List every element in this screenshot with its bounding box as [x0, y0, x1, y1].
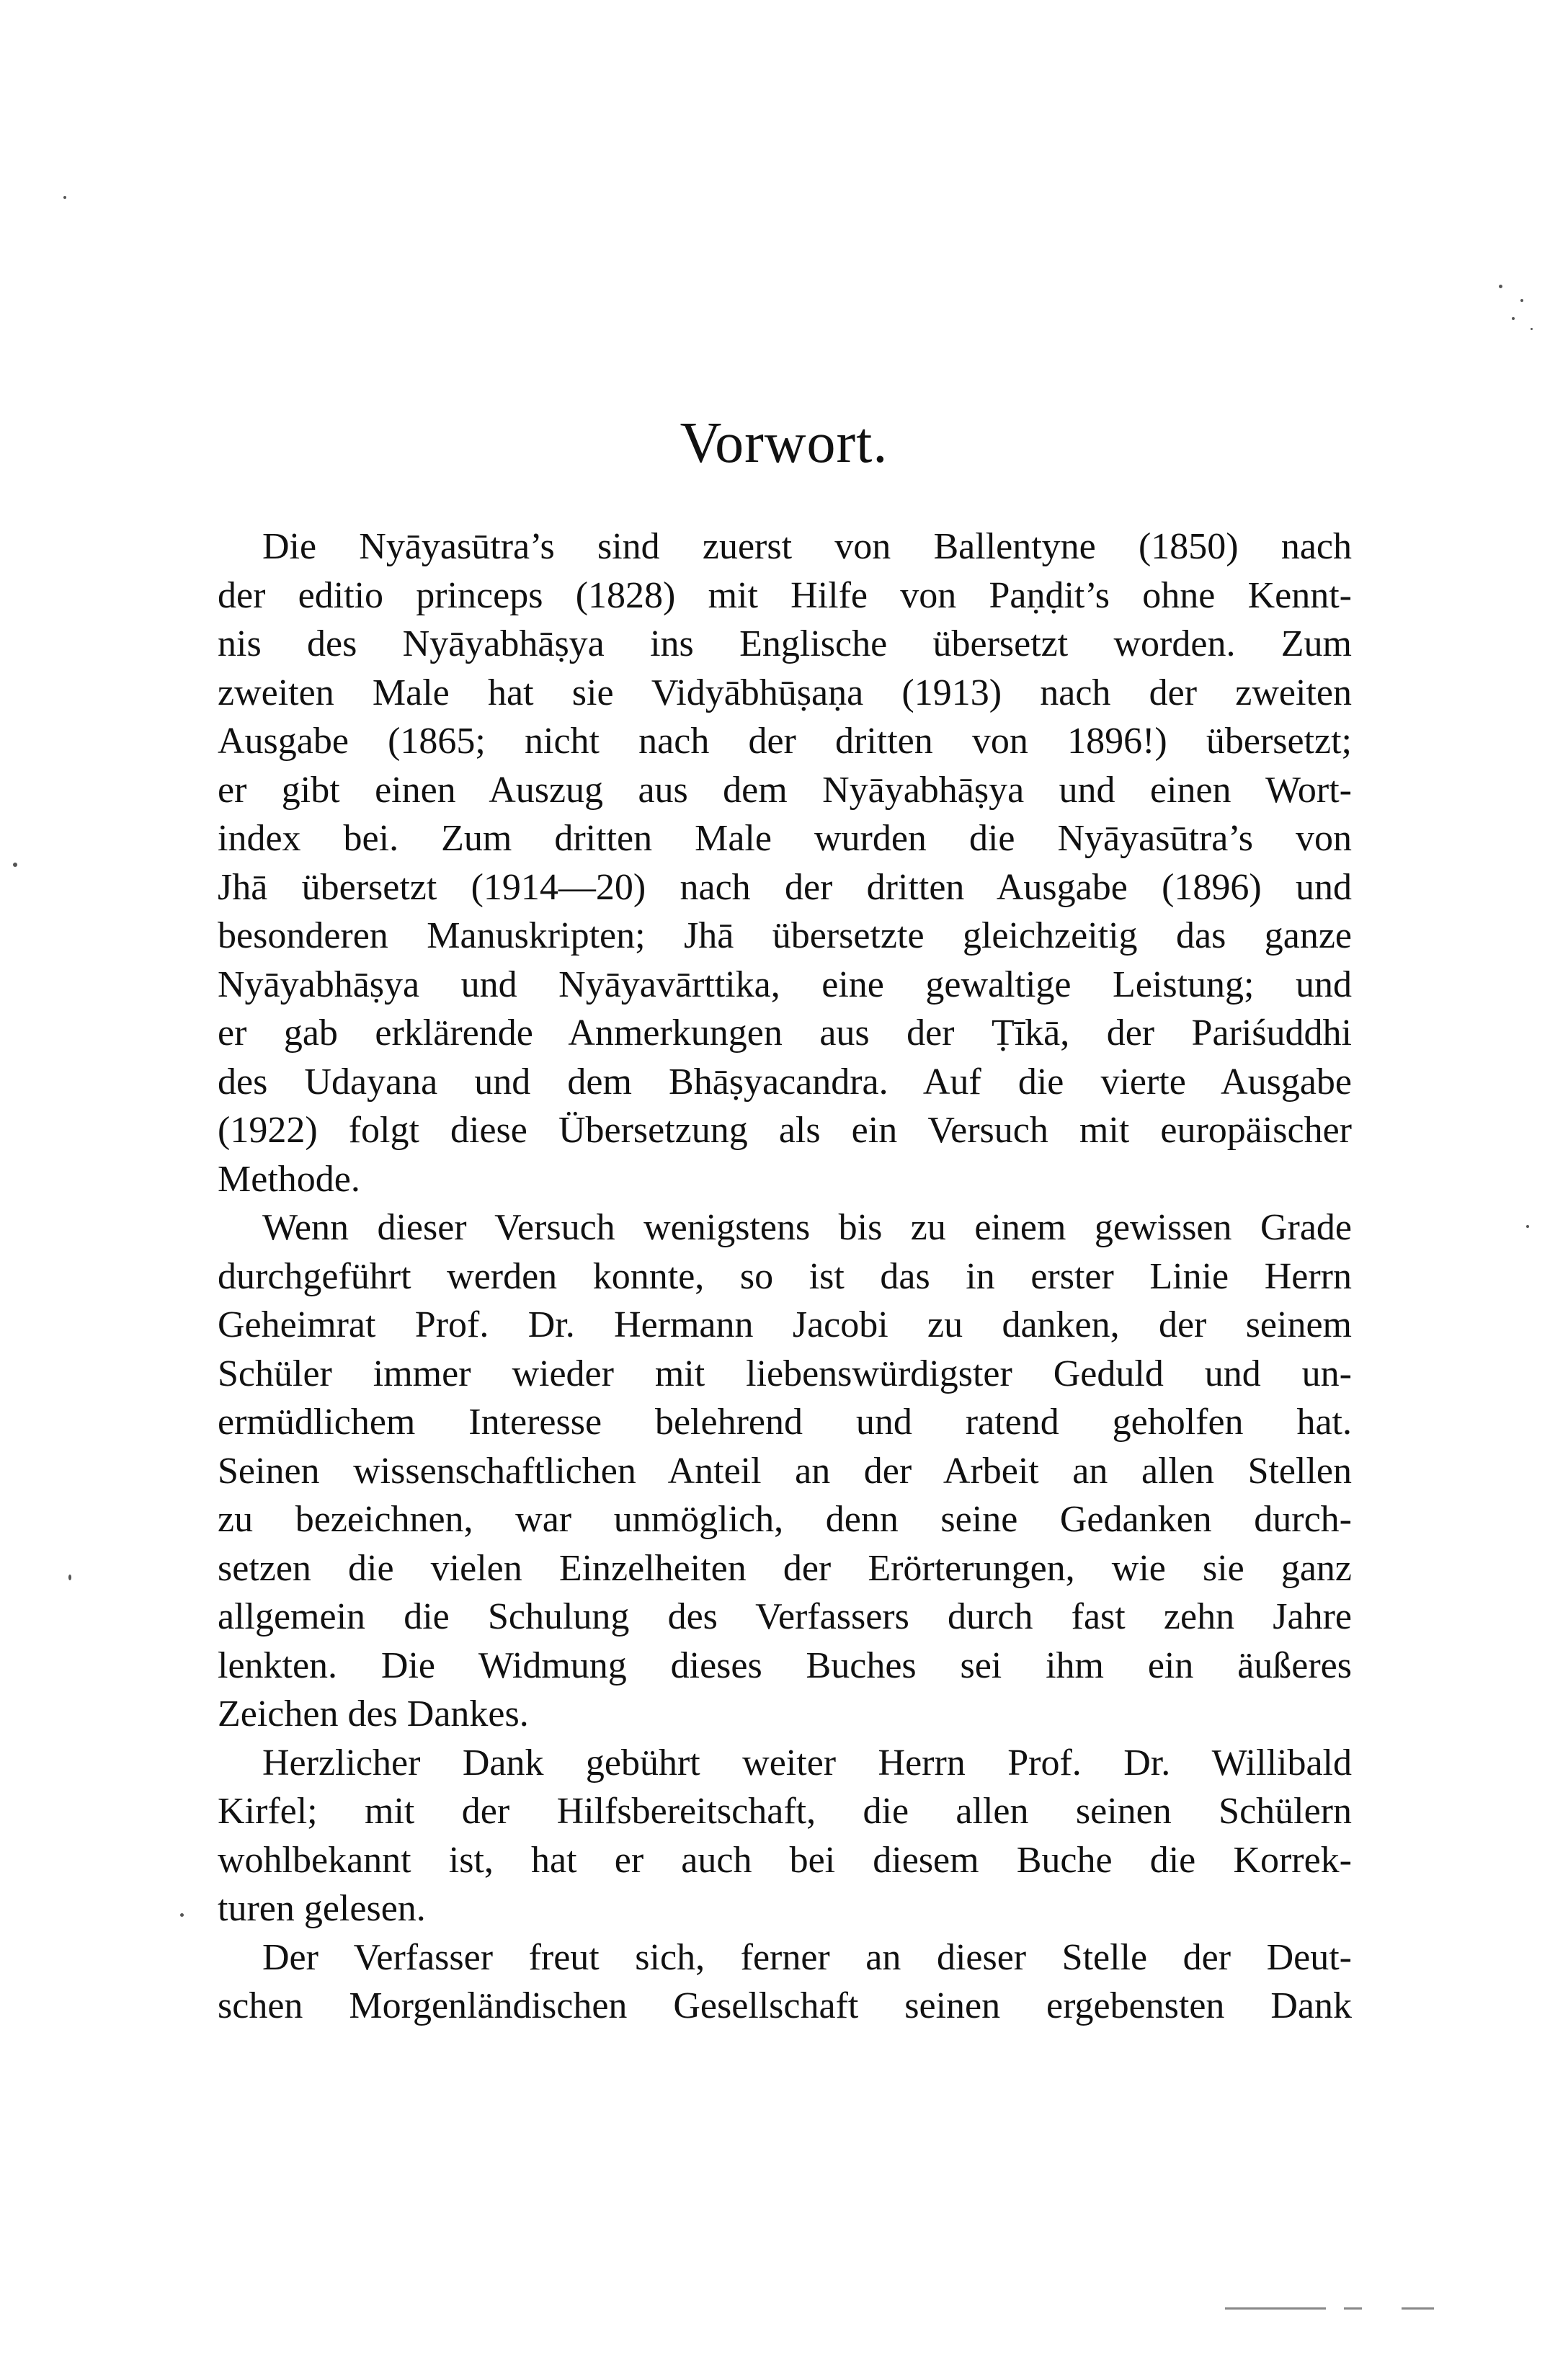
text-line: setzen die vielen Einzelheiten der Erörterungen, wie sie ganz [218, 1547, 1352, 1589]
text-line: Ausgabe (1865; nicht nach der dritten von 1896!) übersetzt; [218, 721, 1352, 762]
text-line: Seinen wissenschaftlichen Anteil an der Arbeit an allen Stellen [218, 1450, 1352, 1492]
text-line: Die Nyāyasūtra’s sind zuerst von Ballentyne (1850) nach [262, 526, 1352, 567]
text-line: Jhā übersetzt (1914—20) nach der dritten Ausgabe (1896) und [218, 866, 1352, 908]
text-line: Wenn dieser Versuch wenigstens bis zu einem gewissen Grade [262, 1207, 1352, 1248]
scan-speck [1526, 1225, 1529, 1228]
text-line: er gibt einen Auszug aus dem Nyāyabhāṣya und einen Wort- [218, 769, 1352, 811]
body-text [218, 522, 1352, 2031]
scan-speck [1499, 285, 1502, 288]
scan-speck [1531, 328, 1533, 330]
text-line: Methode. [218, 1158, 360, 1200]
scan-dash [1402, 2307, 1434, 2310]
text-line: zu bezeichnen, war unmöglich, denn seine Gedanken durch- [218, 1499, 1352, 1540]
text-line: allgemein die Schulung des Verfassers durch fast zehn Jahre [218, 1596, 1352, 1637]
text-line: des Udayana und dem Bhāṣyacandra. Auf die vierte Ausgabe [218, 1061, 1352, 1103]
text-line: Schüler immer wieder mit liebenswürdigster Geduld und un- [218, 1353, 1352, 1394]
text-line: Kirfel; mit der Hilfsbereitschaft, die allen seinen Schülern [218, 1791, 1352, 1832]
text-line: Geheimrat Prof. Dr. Hermann Jacobi zu danken, der seinem [218, 1304, 1352, 1345]
text-line: Der Verfasser freut sich, ferner an dieser Stelle der Deut- [262, 1936, 1352, 1978]
text-line: turen gelesen. [218, 1888, 426, 1929]
text-line: (1922) folgt diese Übersetzung als ein Versuch mit europäischer [218, 1110, 1352, 1151]
text-line: zweiten Male hat sie Vidyābhūṣaṇa (1913) nach der zweiten [218, 672, 1352, 713]
text-line: wohlbekannt ist, hat er auch bei diesem Buche die Korrek- [218, 1839, 1352, 1881]
text-line: er gab erklärende Anmerkungen aus der Ṭīkā, der Pariśuddhi [218, 1012, 1352, 1054]
text-line: der editio princeps (1828) mit Hilfe von Paṇḍit’s ohne Kennt- [218, 574, 1352, 616]
text-line: schen Morgenländischen Gesellschaft seinen ergebensten Dank [218, 1985, 1352, 2026]
text-line: Herzlicher Dank gebührt weiter Herrn Prof. Dr. Willibald [262, 1742, 1352, 1784]
scan-speck [13, 863, 17, 867]
scan-dash [1344, 2307, 1362, 2310]
text-line: lenkten. Die Widmung dieses Buches sei ihm ein äußeres [218, 1644, 1352, 1686]
text-line: index bei. Zum dritten Male wurden die Nyāyasūtra’s von [218, 818, 1352, 859]
scan-dash [1225, 2307, 1326, 2310]
scan-speck [1520, 299, 1523, 302]
text-line: besonderen Manuskripten; Jhā übersetzte gleichzeitig das ganze [218, 915, 1352, 956]
scan-speck [180, 1913, 184, 1917]
scan-speck [68, 1575, 71, 1580]
text-line: durchgeführt werden konnte, so ist das in erster Linie Herrn [218, 1255, 1352, 1297]
text-line: ermüdlichem Interesse belehrend und ratend geholfen hat. [218, 1402, 1352, 1443]
scan-speck [63, 196, 66, 199]
text-line: Nyāyabhāṣya und Nyāyavārttika, eine gewaltige Leistung; und [218, 963, 1352, 1005]
scan-speck [1512, 317, 1515, 320]
text-line: nis des Nyāyabhāṣya ins Englische übersetzt worden. Zum [218, 623, 1352, 664]
page-title: Vorwort. [680, 411, 888, 475]
text-line: Zeichen des Dankes. [218, 1693, 529, 1735]
